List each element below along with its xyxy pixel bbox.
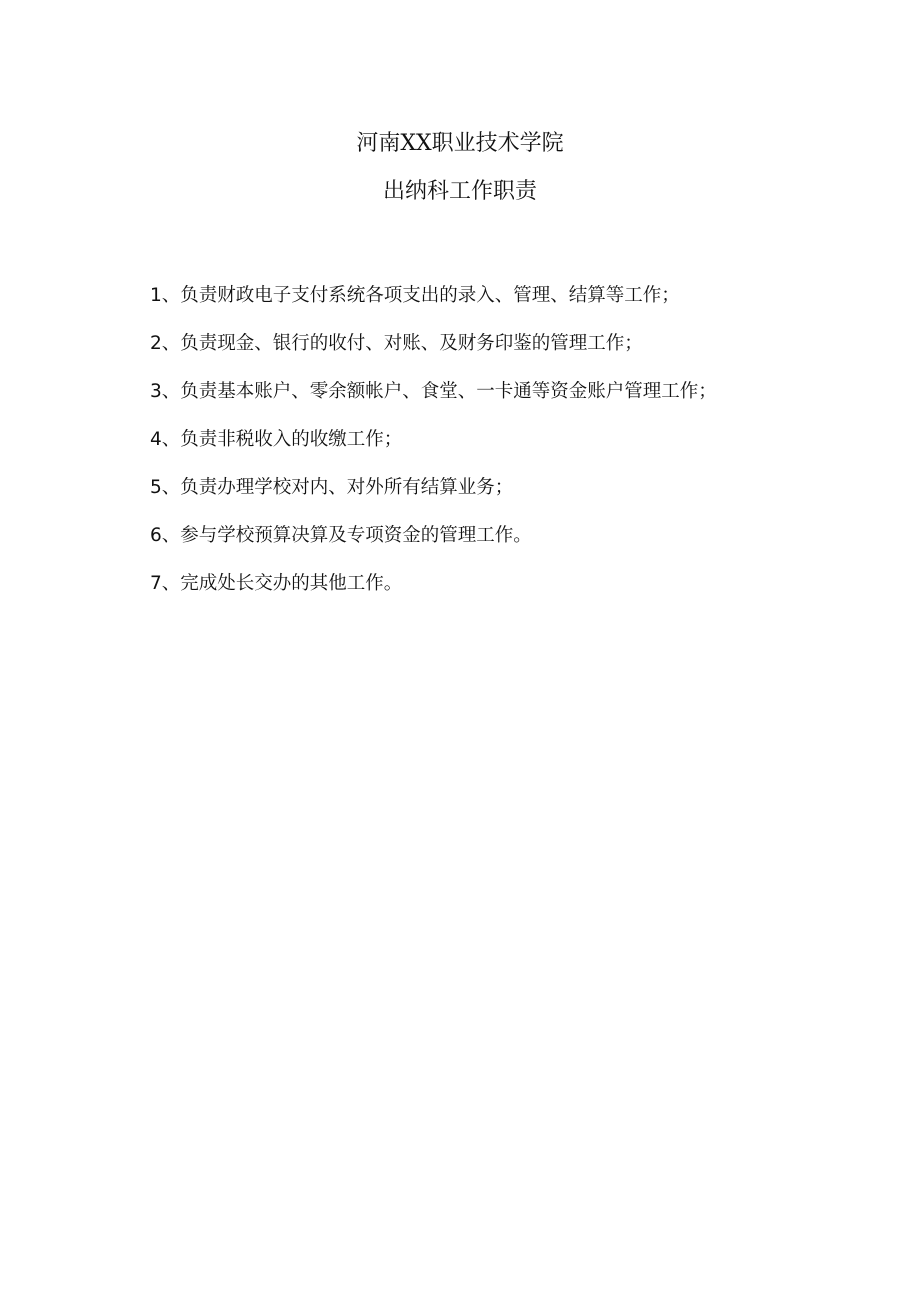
- document-title: 河南XX职业技术学院: [356, 131, 564, 156]
- duty-item-3: 3、负责基本账户、零余额帐户、食堂、一卡通等资金账户管理工作；: [150, 381, 717, 402]
- duty-item-4: 4、负责非税收入的收缴工作；: [150, 429, 403, 450]
- document-subtitle: 出纳科工作职责: [382, 179, 537, 204]
- duty-item-5: 5、负责办理学校对内、对外所有结算业务；: [150, 477, 514, 498]
- duty-item-6: 6、参与学校预算决算及专项资金的管理工作。: [150, 525, 532, 546]
- duty-item-7: 7、完成处长交办的其他工作。: [150, 573, 403, 594]
- duty-list: [150, 281, 770, 617]
- duty-item-1: 1、负责财政电子支付系统各项支出的录入、管理、结算等工作；: [150, 285, 680, 306]
- duty-item-2: 2、负责现金、银行的收付、对账、及财务印鉴的管理工作；: [150, 333, 643, 354]
